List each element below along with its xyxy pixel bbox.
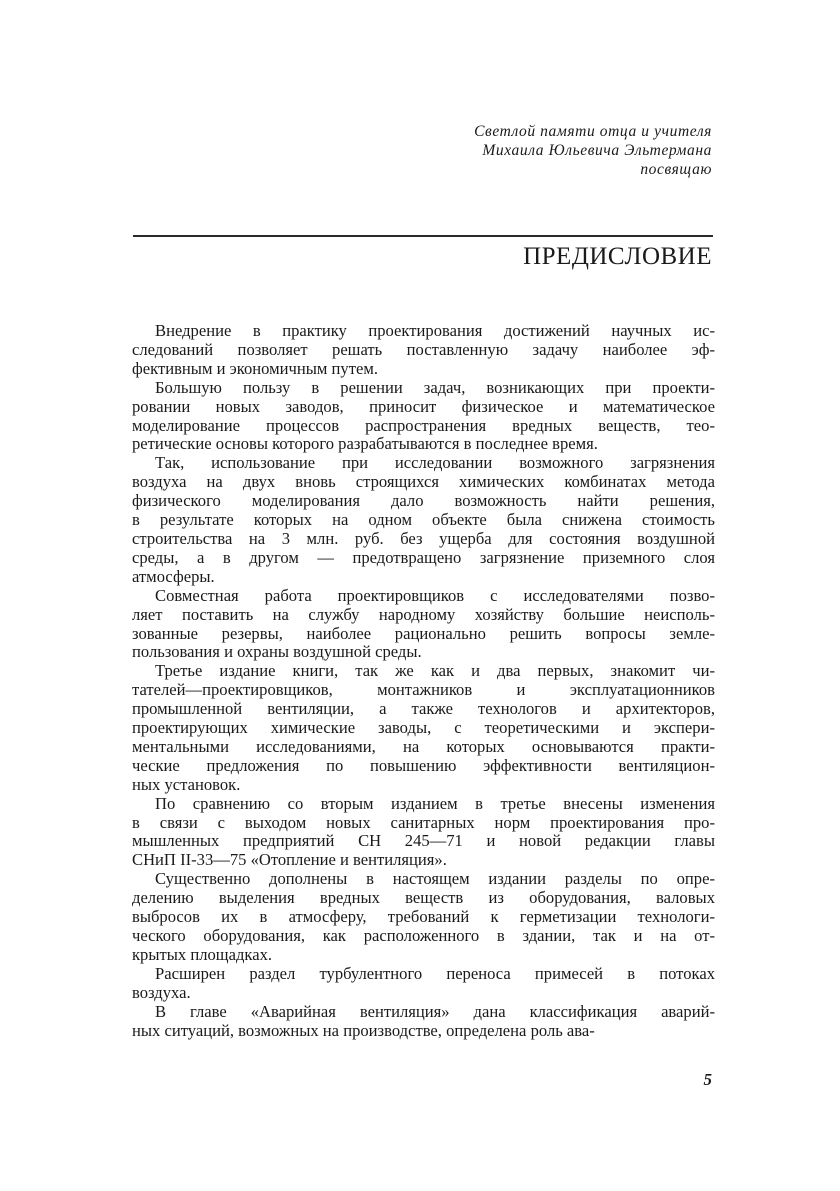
text-line: Совместная работа проектировщиков с исследователями позво-	[155, 586, 715, 605]
text-line: промышленной вентиляции, а также технологов и архитекторов,	[132, 700, 715, 719]
text-line: зованные резервы, наиболее рационально решить вопросы земле-	[132, 624, 715, 643]
dedication-line-1: Светлой памяти отца и учителя	[474, 123, 712, 140]
text-line: ляет поставить на службу народному хозяйству большие неисполь-	[132, 605, 715, 624]
text-line: воздуха.	[132, 983, 191, 1002]
body-text	[132, 322, 715, 1040]
section-heading: ПРЕДИСЛОВИЕ	[523, 243, 712, 270]
text-line: выбросов их в атмосферу, требований к герметизации технологи-	[132, 908, 715, 927]
text-line: в результате которых на одном объекте была снижена стоимость	[132, 511, 715, 530]
text-line: моделирование процессов распространения вредных веществ, тео-	[132, 416, 715, 435]
paragraph	[132, 662, 715, 794]
text-line: Большую пользу в решении задач, возникающих при проекти-	[155, 378, 715, 397]
text-line: фективным и экономичным путем.	[132, 359, 378, 378]
text-line: строительства на 3 млн. руб. без ущерба для состояния воздушной	[132, 529, 715, 548]
paragraph	[132, 795, 715, 871]
text-line: проектирующих химические заводы, с теоретическими и экспери-	[132, 719, 715, 738]
text-line: в связи с выходом новых санитарных норм проектирования про-	[132, 813, 715, 832]
text-line: СНиП II-33—75 «Отопление и вентиляция».	[132, 851, 447, 870]
text-line: По сравнению со вторым изданием в третье внесены изменения	[155, 794, 715, 813]
text-line: пользования и охраны воздушной среды.	[132, 643, 422, 662]
horizontal-rule	[133, 235, 713, 237]
text-line: Третье издание книги, так же как и два первых, знакомит чи-	[155, 662, 715, 681]
dedication	[474, 122, 712, 179]
dedication-line-2: Михаила Юльевича Эльтермана	[482, 142, 712, 159]
text-line: ровании новых заводов, приносит физическое и математическое	[132, 397, 715, 416]
paragraph	[132, 965, 715, 1003]
text-line: следований позволяет решать поставленную задачу наиболее эф-	[132, 340, 715, 359]
text-line: Существенно дополнены в настоящем издании разделы по опре-	[155, 870, 715, 889]
text-line: атмосферы.	[132, 567, 215, 586]
paragraph	[132, 379, 715, 455]
text-line: среды, а в другом — предотвращено загрязнение приземного слоя	[132, 548, 715, 567]
text-line: ментальными исследованиями, на которых основываются практи-	[132, 737, 715, 756]
paragraph	[132, 322, 715, 379]
paragraph	[132, 454, 715, 586]
text-line: физического моделирования дало возможность найти решения,	[132, 492, 715, 511]
text-line: крытых площадках.	[132, 945, 273, 964]
text-line: мышленных предприятий СН 245—71 и новой редакции главы	[132, 832, 715, 851]
text-line: ных ситуаций, возможных на производстве, определена роль ава-	[132, 1021, 595, 1040]
text-line: В главе «Аварийная вентиляция» дана классификация аварий-	[155, 1002, 715, 1021]
text-line: Внедрение в практику проектирования достижений научных ис-	[155, 322, 715, 340]
text-line: ческого оборудования, как расположенного в здании, так и на от-	[132, 927, 715, 945]
text-line: ных установок.	[132, 775, 241, 794]
text-line: Так, использование при исследовании возможного загрязнения	[155, 454, 715, 473]
page-number: 5	[703, 1070, 712, 1089]
dedication-line-3: посвящаю	[640, 161, 712, 178]
paragraph	[132, 1003, 715, 1041]
paragraph	[132, 870, 715, 965]
text-line: тателей—проектировщиков, монтажников и эксплуатационников	[132, 681, 715, 700]
text-line: воздуха на двух вновь строящихся химических комбинатах метода	[132, 473, 715, 492]
text-line: ческие предложения по повышению эффективности вентиляцион-	[132, 756, 715, 775]
text-line: Расширен раздел турбулентного переноса примесей в потоках	[155, 964, 715, 983]
paragraph	[132, 587, 715, 663]
text-line: ретические основы которого разрабатываются в последнее время.	[132, 435, 598, 454]
text-line: делению выделения вредных веществ из оборудования, валовых	[132, 889, 715, 908]
